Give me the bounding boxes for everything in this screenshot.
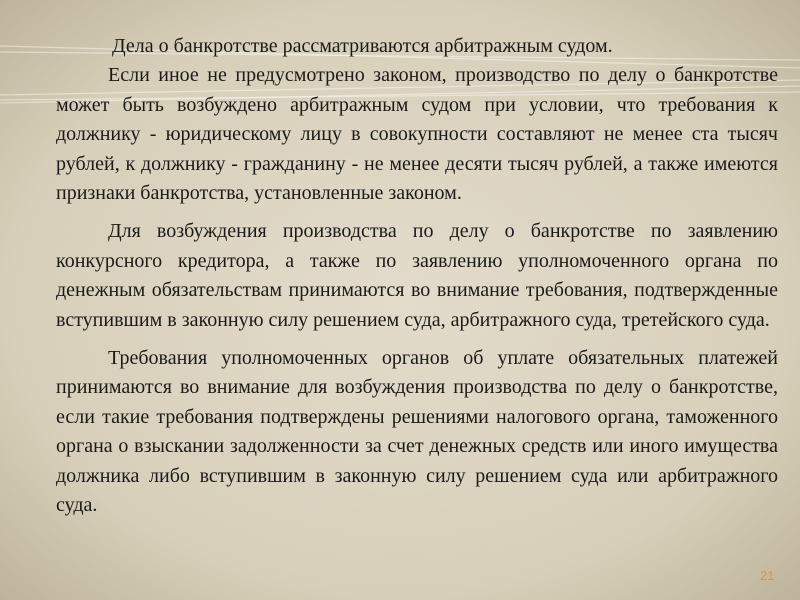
slide-text-body [56,32,778,521]
paragraph-creditor-claims: Для возбуждения производства по делу о банкротстве по заявлению конкурсного кредитора, а также по заявлению уполномоченного органа по денежным обязательствам принимаются во внимание требования, подтвержденные вступившим в законную силу решением суда, арбитражного суда, третейского суда. [56,220,778,331]
paragraph-intro: Дела о банкротстве рассматриваются арбитражным судом. [112,35,613,57]
paragraph-conditions: Если иное не предусмотрено законом, производство по делу о банкротстве может быть возбуждено арбитражным судом при условии, что требования к должнику - юридическому лицу в совокупности составляют не менее ста тысяч рублей, к должнику - гражданину - не менее десяти тысяч рублей, а также имеются признаки банкротства, установленные законом. [56,64,778,205]
paragraph-authority-claims: Требования уполномоченных органов об уплате обязательных платежей принимаются во внимание для возбуждения производства по делу о банкротстве, если такие требования подтверждены решениями налогового органа, таможенного органа о взыскании задолженности за счет денежных средств или иного имущества должника либо вступившим в законную силу решением суда или арбитражного суда. [56,347,778,517]
page-number: 21 [760,568,775,583]
